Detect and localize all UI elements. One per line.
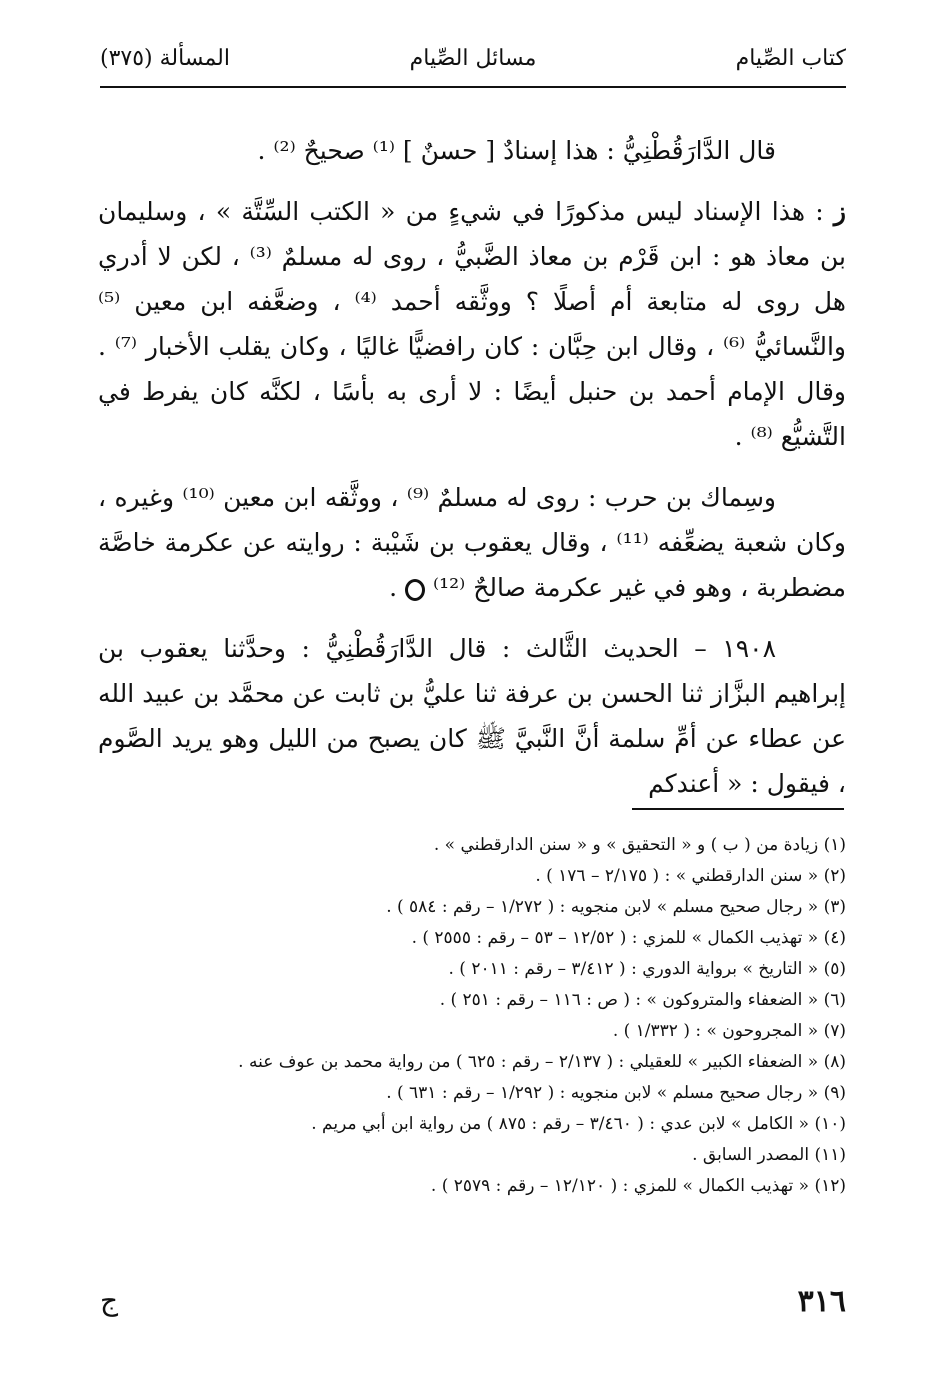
paragraph-1: قال الدَّارَقُطْنِيُّ : هذا إسنادٌ [ حسنٌ ] ⁽¹⁾ صحيحٌ ⁽²⁾ .	[257, 136, 776, 165]
page-footer	[100, 1284, 846, 1324]
header-rule	[100, 86, 846, 88]
footnotes	[98, 830, 846, 1202]
footnote: (٢) « سنن الدارقطني » : ( ٢/١٧٥ – ١٧٦ ) .	[535, 866, 846, 886]
issue-label: المسألة (٣٧٥)	[100, 46, 230, 71]
footnote-rule	[632, 808, 844, 810]
paragraph-2-text: : هذا الإسناد ليس مذكورًا في شيءٍ من « الكتب السِّتَّة » ، وسليمان بن معاذ هو : ابن قَرْم بن معاذ الضَّبيُّ ، روى له مسلمٌ ⁽³⁾ ، لكن لا أدري هل روى له متابعة أم أصلًا ؟ ووثَّقه أحمد ⁽⁴⁾ ، وضعَّفه ابن معين ⁽⁵⁾ والنَّسائيُّ ⁽⁶⁾ ، وقال ابن حِبَّان : كان رافضيًّا غاليًا ، وكان يقلب الأخبار ⁽⁷⁾ . وقال الإمام أحمد بن حنبل أيضًا : لا أرى به بأسًا ، لكنَّه كان يفرط في التَّشيُّع ⁽⁸⁾ .	[98, 197, 846, 451]
footnote: (٧) « المجروحون » : ( ١/٣٣٢ ) .	[612, 1021, 846, 1041]
footnote: (١) زيادة من ( ب ) و « التحقيق » و « سنن الدارقطني » .	[433, 835, 846, 855]
main-text	[98, 128, 846, 822]
book-title: كتاب الصِّيام	[735, 46, 846, 71]
page-header	[100, 40, 846, 80]
section-title: مسائل الصِّيام	[409, 46, 537, 71]
footnote: (١٢) « تهذيب الكمال » للمزي : ( ١٢/١٢٠ – رقم : ٢٥٧٩ ) .	[430, 1176, 846, 1196]
paragraph-2-lead: ز	[833, 197, 846, 226]
page-number: ٣١٦	[797, 1284, 846, 1319]
footnote: (٥) « التاريخ » برواية الدوري : ( ٣/٤١٢ – رقم : ٢٠١١ ) .	[448, 959, 846, 979]
footnote: (٩) « رجال صحيح مسلم » لابن منجويه : ( ١/٢٩٢ – رقم : ٦٣١ ) .	[386, 1083, 846, 1103]
end-circle-icon	[405, 579, 425, 601]
footnote: (٣) « رجال صحيح مسلم » لابن منجويه : ( ١/٢٧٢ – رقم : ٥٨٤ ) .	[386, 897, 846, 917]
footnote: (٤) « تهذيب الكمال » للمزي : ( ١٢/٥٢ – ٥٣ – رقم : ٢٥٥٥ ) .	[411, 928, 846, 948]
paragraph-3: وسِماك بن حرب : روى له مسلمٌ ⁽⁹⁾ ، ووثَّقه ابن معين ⁽¹⁰⁾ وغيره ، وكان شعبة يضعِّفه ⁽¹¹⁾ ، وقال يعقوب بن شَيْبة : روايته عن عكرمة خاصَّة مضطربة ، وهو في غير عكرمة صالحٌ ⁽¹²⁾ .	[98, 483, 847, 602]
footnote: (٨) « الضعفاء الكبير » للعقيلي : ( ٢/١٣٧ – رقم : ٦٢٥ ) من رواية محمد بن عوف عنه .	[238, 1052, 846, 1072]
footnote: (٦) « الضعفاء والمتروكون » : ( ص : ١١٦ – رقم : ٢٥١ ) .	[439, 990, 846, 1010]
paragraph-4: ١٩٠٨ – الحديث الثَّالث : قال الدَّارَقُطْنِيُّ : وحدَّثنا يعقوب بن إبراهيم البزَّاز ثنا الحسن بن عرفة ثنا عليُّ بن ثابت عن محمَّد بن عبيد الله عن عطاء عن أمِّ سلمة أنَّ النَّبيَّ ﷺ كان يصبح من الليل وهو يريد الصَّوم ، فيقول : « أعندكم	[98, 634, 846, 798]
signature-mark: ج	[100, 1284, 119, 1317]
paragraph-3-text: وسِماك بن حرب : روى له مسلمٌ ⁽⁹⁾ ، ووثَّقه ابن معين ⁽¹⁰⁾ وغيره ، وكان شعبة يضعِّفه ⁽¹¹⁾ ، وقال يعقوب بن شَيْبة : روايته عن عكرمة خاصَّة مضطربة ، وهو في غير عكرمة صالحٌ ⁽¹²⁾	[98, 483, 847, 602]
paragraph-2	[98, 189, 846, 459]
footnote: (١٠) « الكامل » لابن عدي : ( ٣/٤٦٠ – رقم : ٨٧٥ ) من رواية ابن أبي مريم .	[311, 1114, 846, 1134]
footnote: (١١) المصدر السابق .	[692, 1145, 846, 1165]
